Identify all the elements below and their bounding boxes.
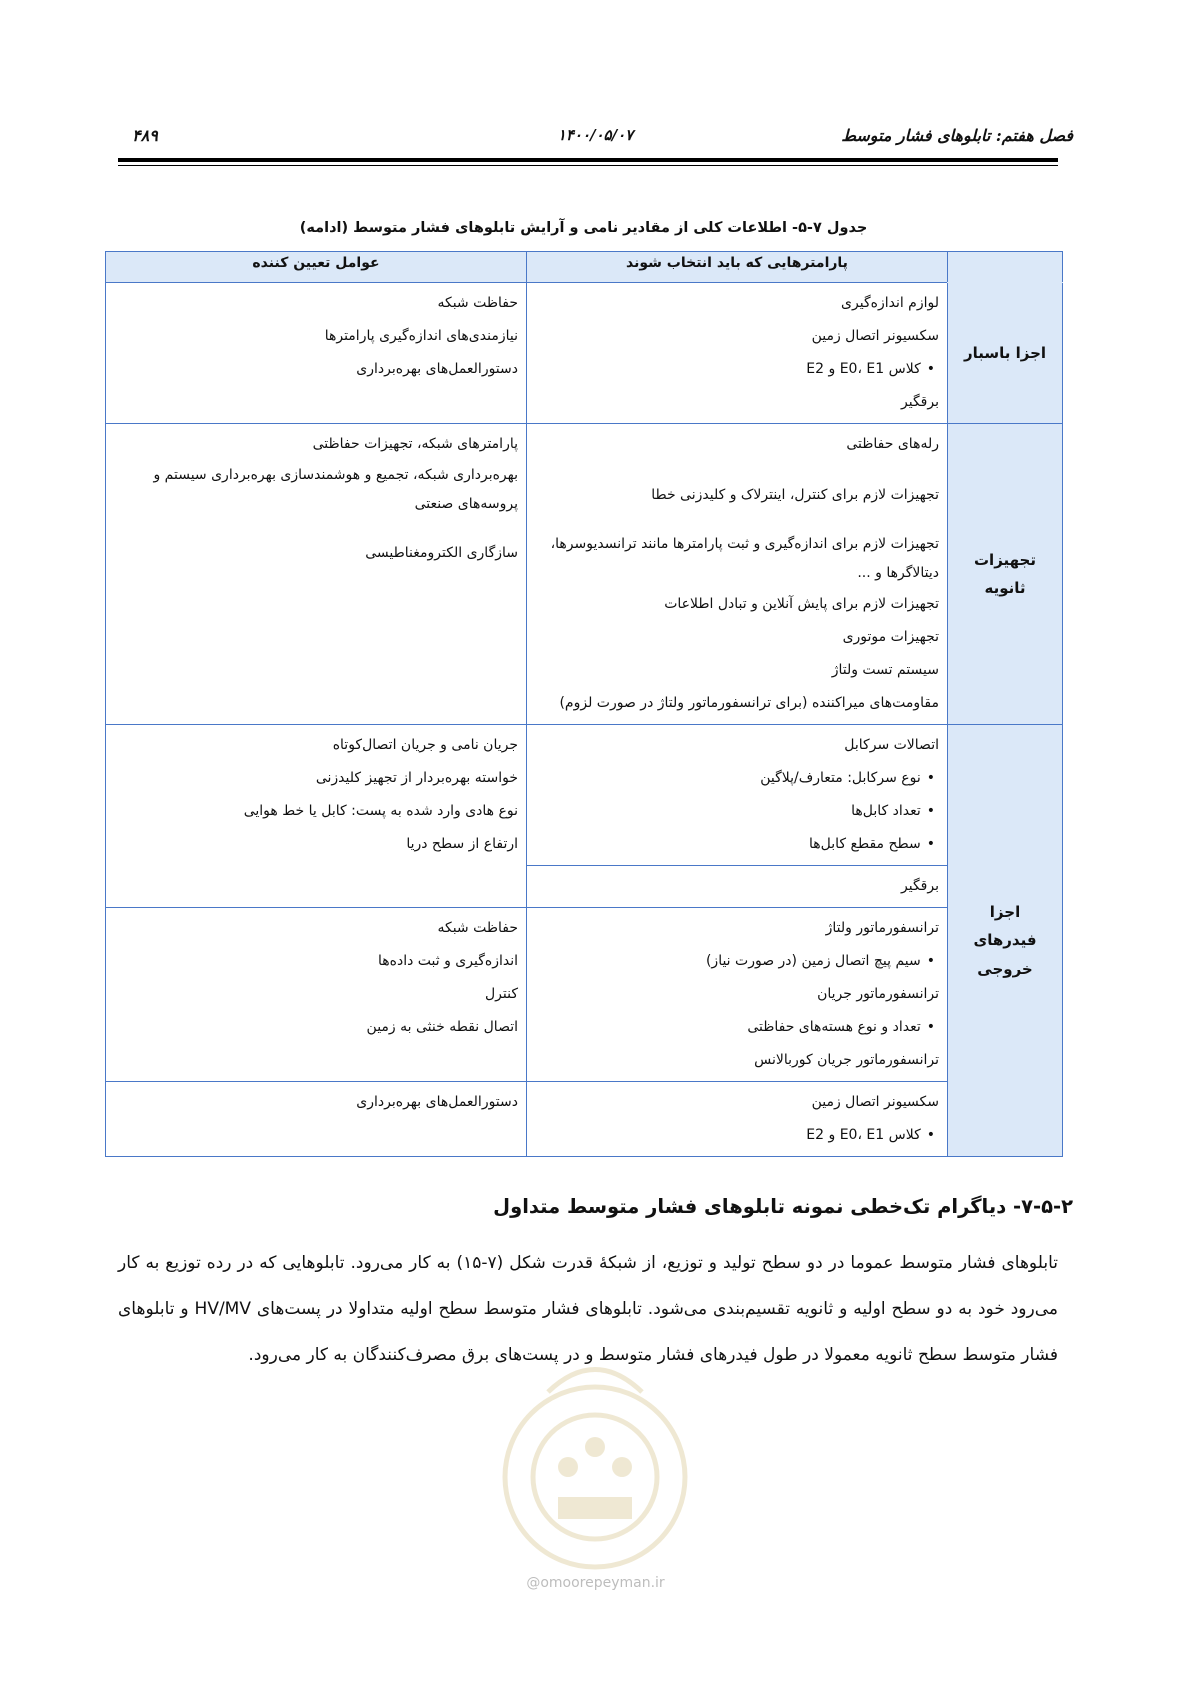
list-item: حفاظت شبکه [437, 920, 518, 936]
earthing-factors-cell [106, 1082, 527, 1157]
list-item: کنترل [484, 986, 518, 1002]
watermark-logo-icon [488, 1352, 702, 1572]
header-factors: عوامل تعیین کننده [106, 252, 527, 283]
list-item: سکسیونر اتصال زمین [811, 1094, 939, 1110]
group-label: اجزا فیدرهای [973, 902, 1037, 950]
group-busbar [948, 283, 1063, 424]
list-item: • کلاس E0، E1 و E2 [535, 353, 939, 386]
list-item: تجهیزات موتوری [842, 629, 939, 645]
list-item: جریان نامی و جریان اتصال‌کوتاه [332, 737, 518, 753]
table-row [106, 424, 1063, 725]
list-item: حفاظت شبکه [437, 295, 518, 311]
body-paragraph: تابلوهای فشار متوسط عموما در دو سطح تولید و توزیع، از شبکهٔ قدرت شکل (۷-۱۵) به کار می‌رود. تابلوهایی که در رده توزیع به کار می‌رود خود به دو سطح اولیه و ثانویه تقسیم‌بندی می‌شود. تابلوهای فشار متوسط سطح اولیه متداولا در پست‌های HV/MV و تابلوهای فشار متوسط سطح ثانویه معمولا در طول فیدرهای فشار متوسط و در پست‌های برق مصرف‌کنندگان به کار می‌رود. [118, 1253, 1058, 1365]
list-item: نیازمندی‌های اندازه‌گیری پارامترها [324, 328, 518, 344]
spec-table [105, 251, 1063, 1157]
list-item: رله‌های حفاظتی [846, 436, 939, 452]
header-date: ۱۴۰۰/۰۵/۰۷ [557, 126, 634, 144]
list-item: اندازه‌گیری و ثبت داده‌ها [377, 953, 518, 969]
table-caption: جدول ۷-۵- اطلاعات کلی از مقادیر نامی و آرایش تابلوهای فشار متوسط (ادامه) [299, 220, 868, 236]
header-params: پارامترهایی که باید انتخاب شوند [527, 252, 948, 283]
list-item: • تعداد کابل‌ها [535, 795, 939, 828]
list-item: خواسته بهره‌بردار از تجهیز کلیدزنی [315, 770, 518, 786]
list-item: لوازم اندازه‌گیری [841, 295, 939, 311]
table-row [106, 908, 1063, 1082]
table-row [106, 283, 1063, 424]
busbar-factors-cell [106, 283, 527, 424]
list-item: • نوع سرکابل: متعارف/پلاگین [535, 762, 939, 795]
header-group-cell [948, 252, 1063, 283]
list-item: ترانسفورماتور جریان [817, 986, 939, 1002]
busbar-params-cell [527, 283, 948, 424]
list-item: بهره‌برداری شبکه، تجمیع و هوشمندسازی بهره‌برداری سیستم و پروسه‌های صنعتی [153, 467, 518, 512]
earthing-params-cell [527, 1082, 948, 1157]
list-item: تجهیزات لازم برای اندازه‌گیری و ثبت پارامترها مانند ترانسدیوسرها، دیتالاگرها و ... [550, 536, 939, 581]
page-number: ۴۸۹ [132, 126, 158, 145]
list-item: • کلاس E0، E1 و E2 [535, 1119, 939, 1152]
group-label: تجهیزات [973, 550, 1036, 569]
secondary-factors-cell [106, 424, 527, 725]
list-item: برقگیر [901, 878, 939, 894]
list-item: اتصالات سرکابل [844, 737, 939, 753]
list-item: مقاومت‌های میراکننده (برای ترانسفورماتور ولتاژ در صورت لزوم) [559, 695, 939, 711]
table-header-row [106, 252, 1063, 283]
watermark-url: @omoorepeyman.ir [526, 1575, 665, 1591]
list-item: اتصال نقطه خنثی به زمین [366, 1019, 518, 1035]
page-header [118, 126, 1073, 150]
list-item: سکسیونر اتصال زمین [811, 328, 939, 344]
secondary-params-cell [527, 424, 948, 725]
chapter-title: فصل هفتم: تابلوهای فشار متوسط [841, 126, 1073, 145]
list-item: ترانسفورماتور ولتاژ [825, 920, 939, 936]
list-item: برقگیر [901, 394, 939, 410]
header-rule-thin [118, 165, 1058, 166]
transformer-factors-cell [106, 908, 527, 1082]
transformer-params-cell [527, 908, 948, 1082]
cable-params-cell [527, 725, 948, 866]
list-item: پارامترهای شبکه، تجهیزات حفاظتی [312, 436, 518, 452]
group-label: اجزا باسبار [963, 343, 1047, 362]
list-item: • تعداد و نوع هسته‌های حفاظتی [535, 1011, 939, 1044]
list-item: سازگاری الکترومغناطیسی [365, 545, 518, 561]
list-item: نوع هادی وارد شده به پست: کابل یا خط هوایی [243, 803, 518, 819]
list-item: تجهیزات لازم برای پایش آنلاین و تبادل اطلاعات [664, 596, 939, 612]
group-label: ثانویه [984, 579, 1026, 597]
list-item: تجهیزات لازم برای کنترل، اینترلاک و کلیدزنی خطا [651, 487, 939, 503]
list-item: دستورالعمل‌های بهره‌برداری [356, 1094, 518, 1110]
header-rule-thick [118, 158, 1058, 162]
list-item: • سطح مقطع کابل‌ها [535, 828, 939, 861]
list-item: دستورالعمل‌های بهره‌برداری [356, 361, 518, 377]
list-item: ارتفاع از سطح دریا [406, 836, 518, 852]
group-feeders [948, 725, 1063, 1157]
spacer [535, 461, 939, 479]
table-row [106, 1082, 1063, 1157]
spacer [114, 519, 518, 537]
group-label: خروجی [977, 959, 1033, 978]
group-secondary [948, 424, 1063, 725]
table-row [106, 725, 1063, 866]
list-item: سیستم تست ولتاژ [831, 662, 939, 678]
arrester-cell [527, 866, 948, 908]
section-heading: ۷-۵-۲- دیاگرام تک‌خطی نمونه تابلوهای فشار متوسط متداول [493, 1195, 1073, 1218]
spacer [535, 512, 939, 530]
list-item: • سیم پیچ اتصال زمین (در صورت نیاز) [535, 945, 939, 978]
list-item: ترانسفورماتور جریان کوربالانس [754, 1052, 939, 1068]
cable-factors-cell [106, 725, 527, 908]
